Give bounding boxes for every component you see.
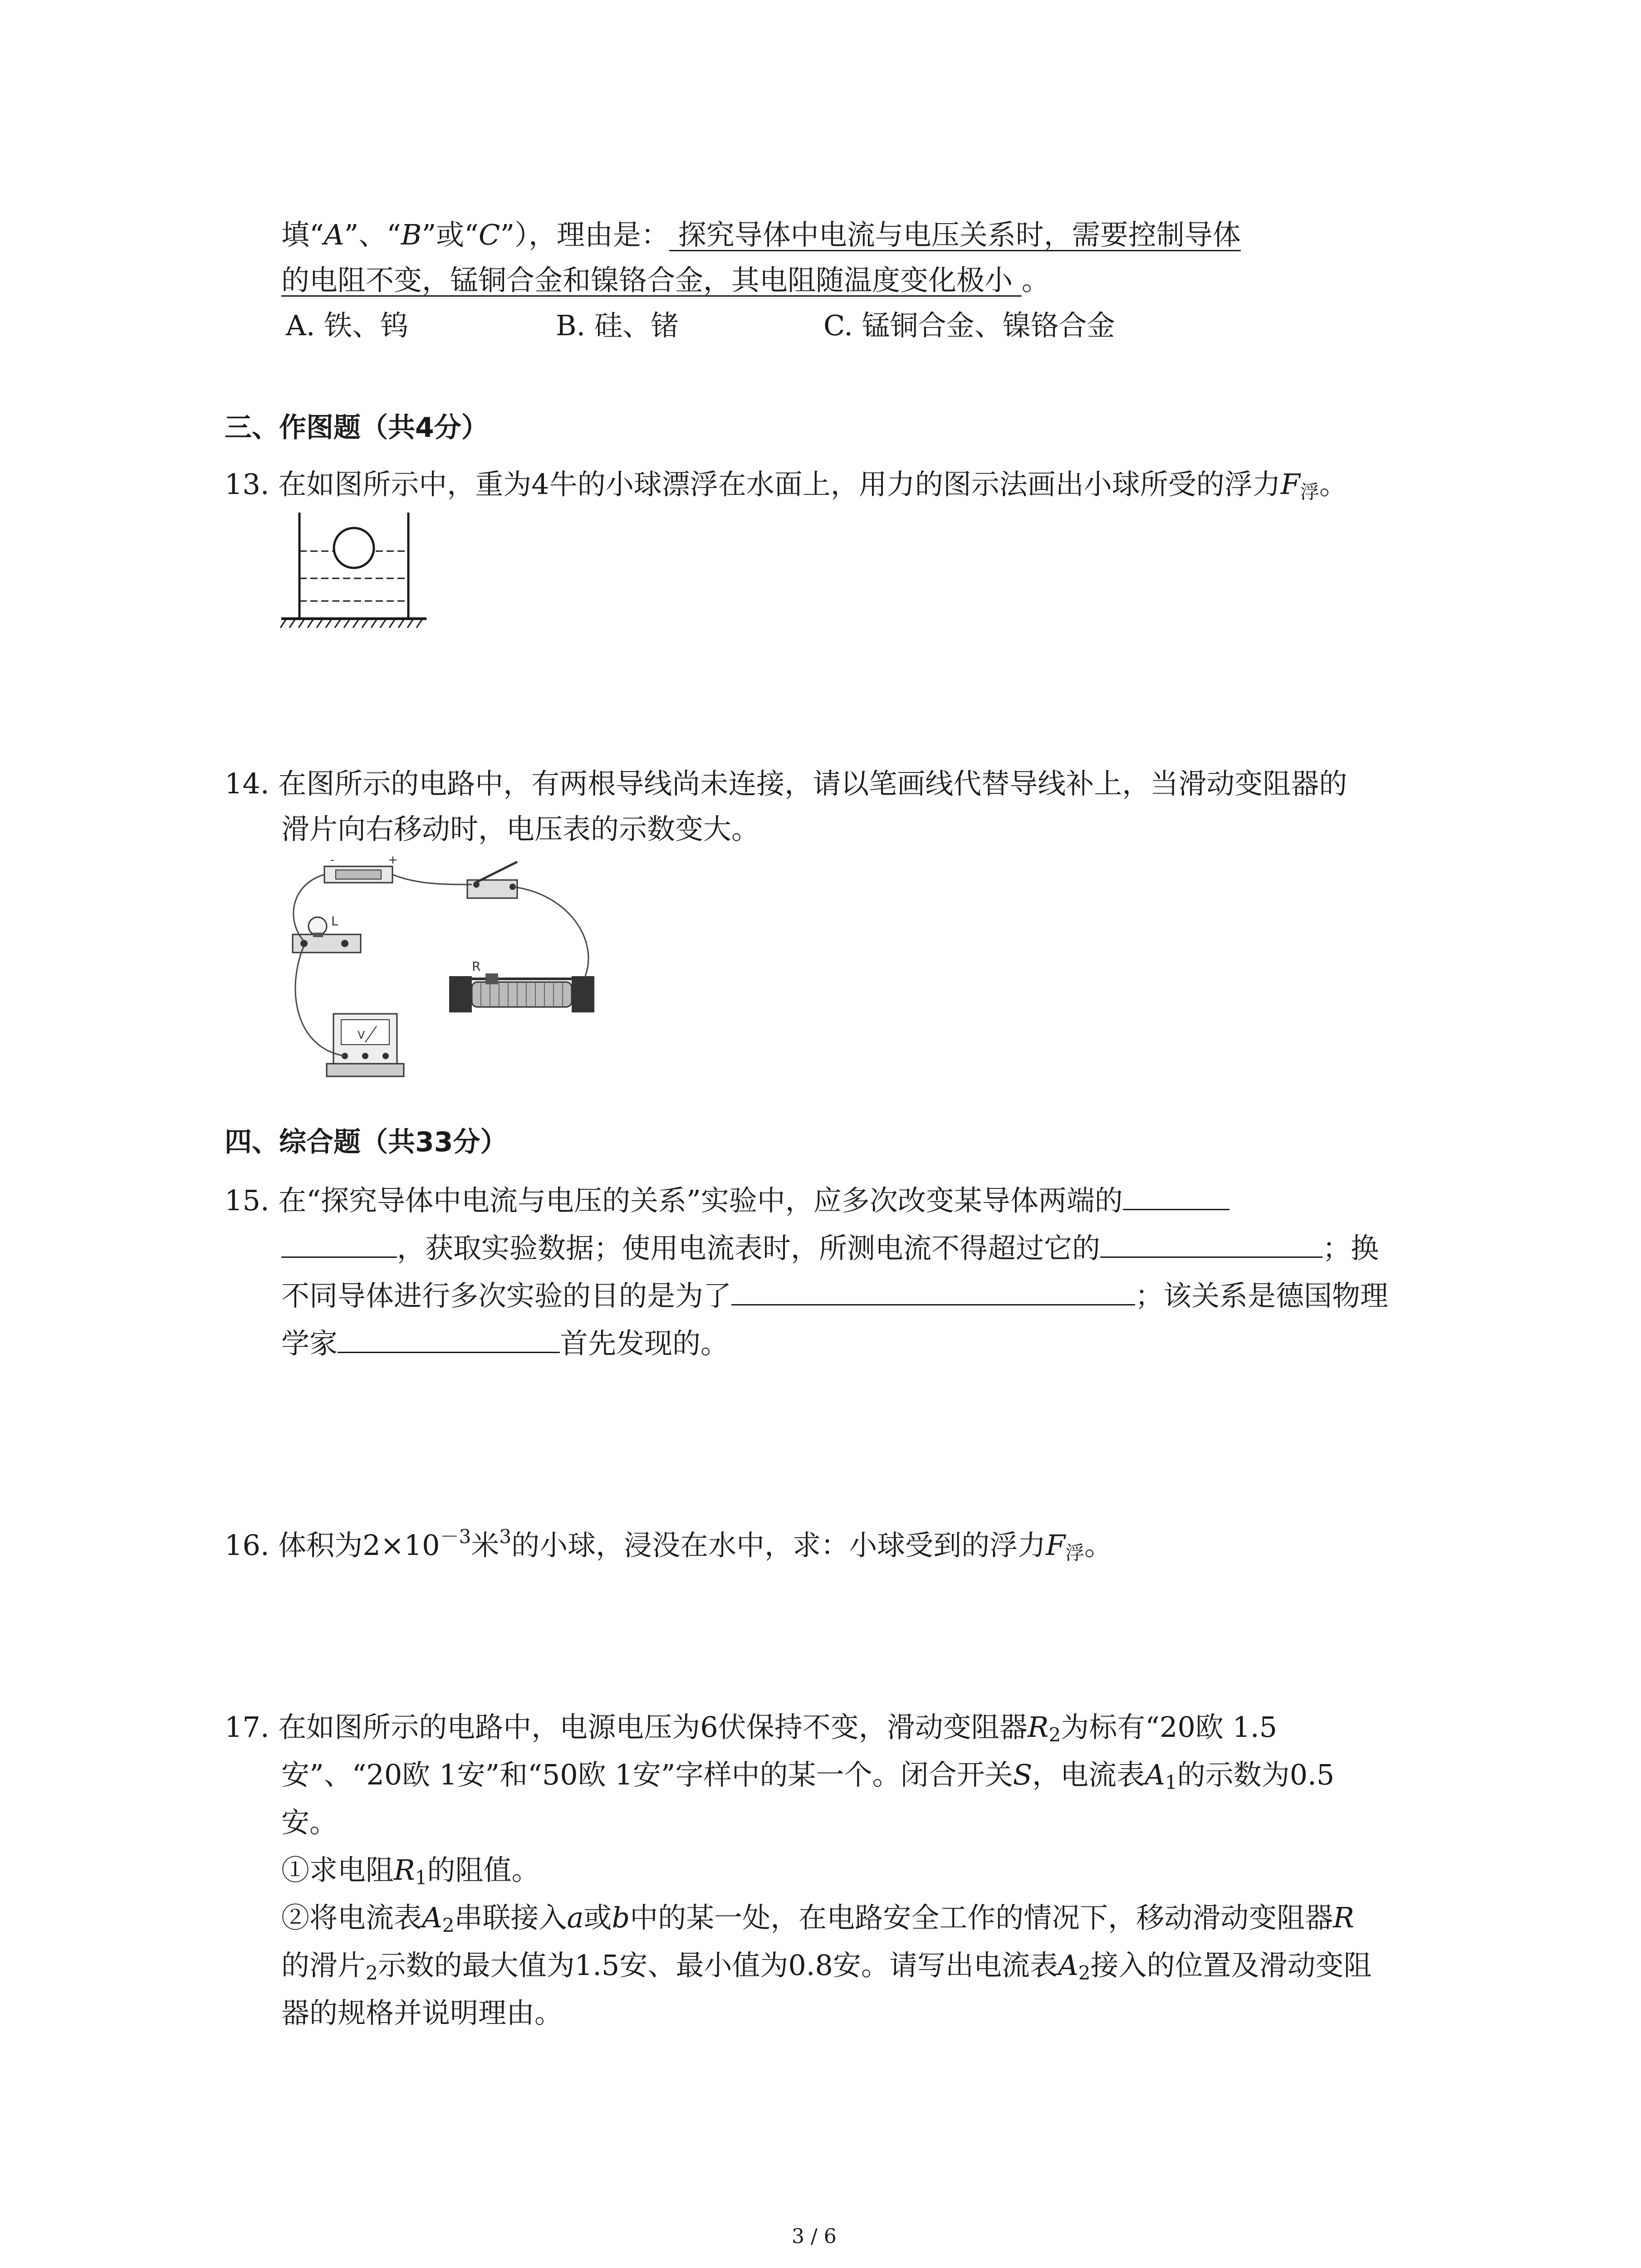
q15-text: 不同导体进行多次实验的目的是为了 <box>281 1279 732 1312</box>
lamp-l <box>293 914 361 953</box>
q17-text: 串联接入 <box>454 1901 567 1934</box>
q12-opt-b: B <box>401 218 422 251</box>
q17-symbol-a2: A <box>422 1901 442 1934</box>
q17-symbol-a2: A <box>1058 1949 1078 1982</box>
q12-opt-a: A <box>323 218 344 251</box>
rheostat-label: R <box>472 959 481 974</box>
q17-text: 的阻值。 <box>427 1853 540 1887</box>
q13-figure <box>272 508 436 635</box>
q14-circuit-figure <box>272 853 617 1089</box>
q17-sub: 2 <box>366 1962 378 1984</box>
q17-text: 为标有“20欧 1.5 <box>1061 1711 1278 1744</box>
q16-unit-exponent: 3 <box>499 1525 512 1548</box>
q17-text: 17. 在如图所示的电路中，电源电压为6伏保持不变，滑动变阻器 <box>225 1711 1028 1744</box>
battery <box>324 853 398 883</box>
voltmeter-label: V <box>358 1029 365 1041</box>
q14-line1: 14. 在图所示的电路中，有两根导线尚未连接，请以笔画线代替导线补上，当滑动变阻器的 <box>225 767 1347 800</box>
voltmeter <box>327 1014 404 1076</box>
q12-text: 。 <box>1021 264 1050 297</box>
q17-sub: 1 <box>415 1867 427 1889</box>
q15-line4 <box>281 1320 729 1365</box>
q15-line3 <box>281 1272 1388 1318</box>
q15-text: ；该关系是德国物理 <box>1135 1279 1389 1312</box>
q17-symbol-a: A <box>1145 1758 1165 1791</box>
q13-end: 。 <box>1319 468 1347 501</box>
q17-symbol-r1: R <box>394 1853 415 1887</box>
q17-line6 <box>281 1944 1372 1995</box>
lamp-label: L <box>331 914 338 929</box>
q17-text: 示数的最大值为1.5安、最小值为0.8安。请写出电流表 <box>377 1949 1058 1982</box>
q12-text: 填“ <box>281 218 324 251</box>
q13-force-symbol: F <box>1280 468 1300 501</box>
q17-symbol-r: R <box>1027 1711 1049 1744</box>
q12-answer-part1: 探究导体中电流与电压关系时，需要控制导体 <box>669 218 1241 251</box>
section-4-title: 四、综合题（共33分） <box>225 1126 508 1158</box>
battery-minus-label: - <box>330 853 335 867</box>
q17-line5 <box>281 1896 1354 1947</box>
ground-hatching <box>280 620 422 628</box>
q17-point-a: a <box>567 1901 584 1934</box>
section-3-title: 三、作图题（共4分） <box>225 412 489 444</box>
q15-text: 15. 在“探究导体中电流与电压的关系”实验中，应多次改变某导体两端的 <box>225 1184 1123 1217</box>
q17-sub: 1 <box>1165 1771 1177 1794</box>
q12-choice-b <box>556 304 679 347</box>
q17-sub: 2 <box>1048 1724 1061 1746</box>
q12-line2 <box>281 259 1050 302</box>
q16-force-sub: 浮 <box>1065 1542 1085 1564</box>
q16-force-symbol: F <box>1046 1529 1066 1562</box>
q12-text: ”或“ <box>421 218 479 251</box>
q17-text: 安”、“20欧 1安”和“50欧 1安”字样中的某一个。闭合开关 <box>281 1758 1013 1791</box>
q12-text: ”），理由是： <box>500 218 670 251</box>
q16-unit: 米 <box>471 1529 500 1562</box>
q16-end: 。 <box>1084 1529 1113 1562</box>
q17-symbol-s: S <box>1013 1758 1033 1791</box>
q12-choice-a <box>286 304 408 347</box>
q17-symbol-r: R <box>1333 1901 1354 1934</box>
q13-force-sub: 浮 <box>1300 481 1319 503</box>
q15-blank-2[interactable] <box>1100 1225 1323 1258</box>
q17-line3: 安。 <box>281 1806 338 1839</box>
q17-point-b: b <box>612 1901 630 1934</box>
q15-text: ；换 <box>1323 1232 1379 1265</box>
q15-blank-1b[interactable] <box>281 1225 397 1258</box>
q16-exponent: －3 <box>440 1525 471 1548</box>
choice-text: B. 硅、锗 <box>556 309 679 342</box>
q14-line2: 滑片向右移动时，电压表的示数变大。 <box>281 812 760 846</box>
q17-text: ①求电阻 <box>281 1853 394 1887</box>
page-number: 3 / 6 <box>792 2225 837 2248</box>
q15-blank-4[interactable] <box>338 1320 560 1353</box>
choice-text: A. 铁、钨 <box>286 309 409 342</box>
q12-line1 <box>281 213 1241 257</box>
q12-answer-part2: 的电阻不变，锰铜合金和镍铬合金，其电阻随温度变化极小 <box>281 264 1022 297</box>
q17-text: 或 <box>583 1901 612 1934</box>
q17-line7: 器的规格并说明理由。 <box>281 1996 563 2029</box>
q17-text: 的滑片 <box>281 1949 366 1982</box>
q17-sub: 2 <box>442 1914 455 1936</box>
q16-text <box>225 1515 1112 1575</box>
q15-text: 学家 <box>281 1327 338 1360</box>
q17-text: ②将电流表 <box>281 1901 422 1934</box>
q16-text-part: 16. 体积为2×10 <box>225 1529 440 1562</box>
q17-text: 接入的位置及滑动变阻 <box>1090 1949 1372 1982</box>
q13-body: 13. 在如图所示中，重为4牛的小球漂浮在水面上，用力的图示法画出小球所受的浮力 <box>225 468 1281 501</box>
q15-text: ，获取实验数据；使用电流表时，所测电流不得超过它的 <box>397 1232 1101 1265</box>
rheostat-r <box>449 959 594 1012</box>
choice-text: C. 锰铜合金、镍铬合金 <box>823 309 1115 342</box>
q17-text: ，电流表 <box>1032 1758 1145 1791</box>
q17-line4 <box>281 1848 539 1900</box>
q13-text <box>225 463 1347 514</box>
floating-ball <box>334 528 374 568</box>
q15-line2 <box>281 1225 1379 1270</box>
q16-text-part: 的小球，浸没在水中，求：小球受到的浮力 <box>511 1529 1046 1562</box>
q17-sub: 2 <box>1078 1962 1091 1984</box>
battery-plus-label: + <box>388 853 398 867</box>
q12-opt-c: C <box>478 218 500 251</box>
q12-text: ”、“ <box>344 218 401 251</box>
q15-blank-1a[interactable] <box>1123 1177 1230 1210</box>
q17-text: 的示数为0.5 <box>1177 1758 1335 1791</box>
q15-blank-3[interactable] <box>731 1272 1135 1305</box>
q12-choice-c <box>823 304 1115 347</box>
q17-text: 中的某一处，在电路安全工作的情况下，移动滑动变阻器 <box>630 1901 1333 1934</box>
q17-line2 <box>281 1753 1334 1804</box>
q15-text: 首先发现的。 <box>560 1327 729 1360</box>
switch <box>467 862 517 898</box>
q17-line1 <box>225 1706 1277 1757</box>
q15-line1 <box>225 1177 1230 1222</box>
